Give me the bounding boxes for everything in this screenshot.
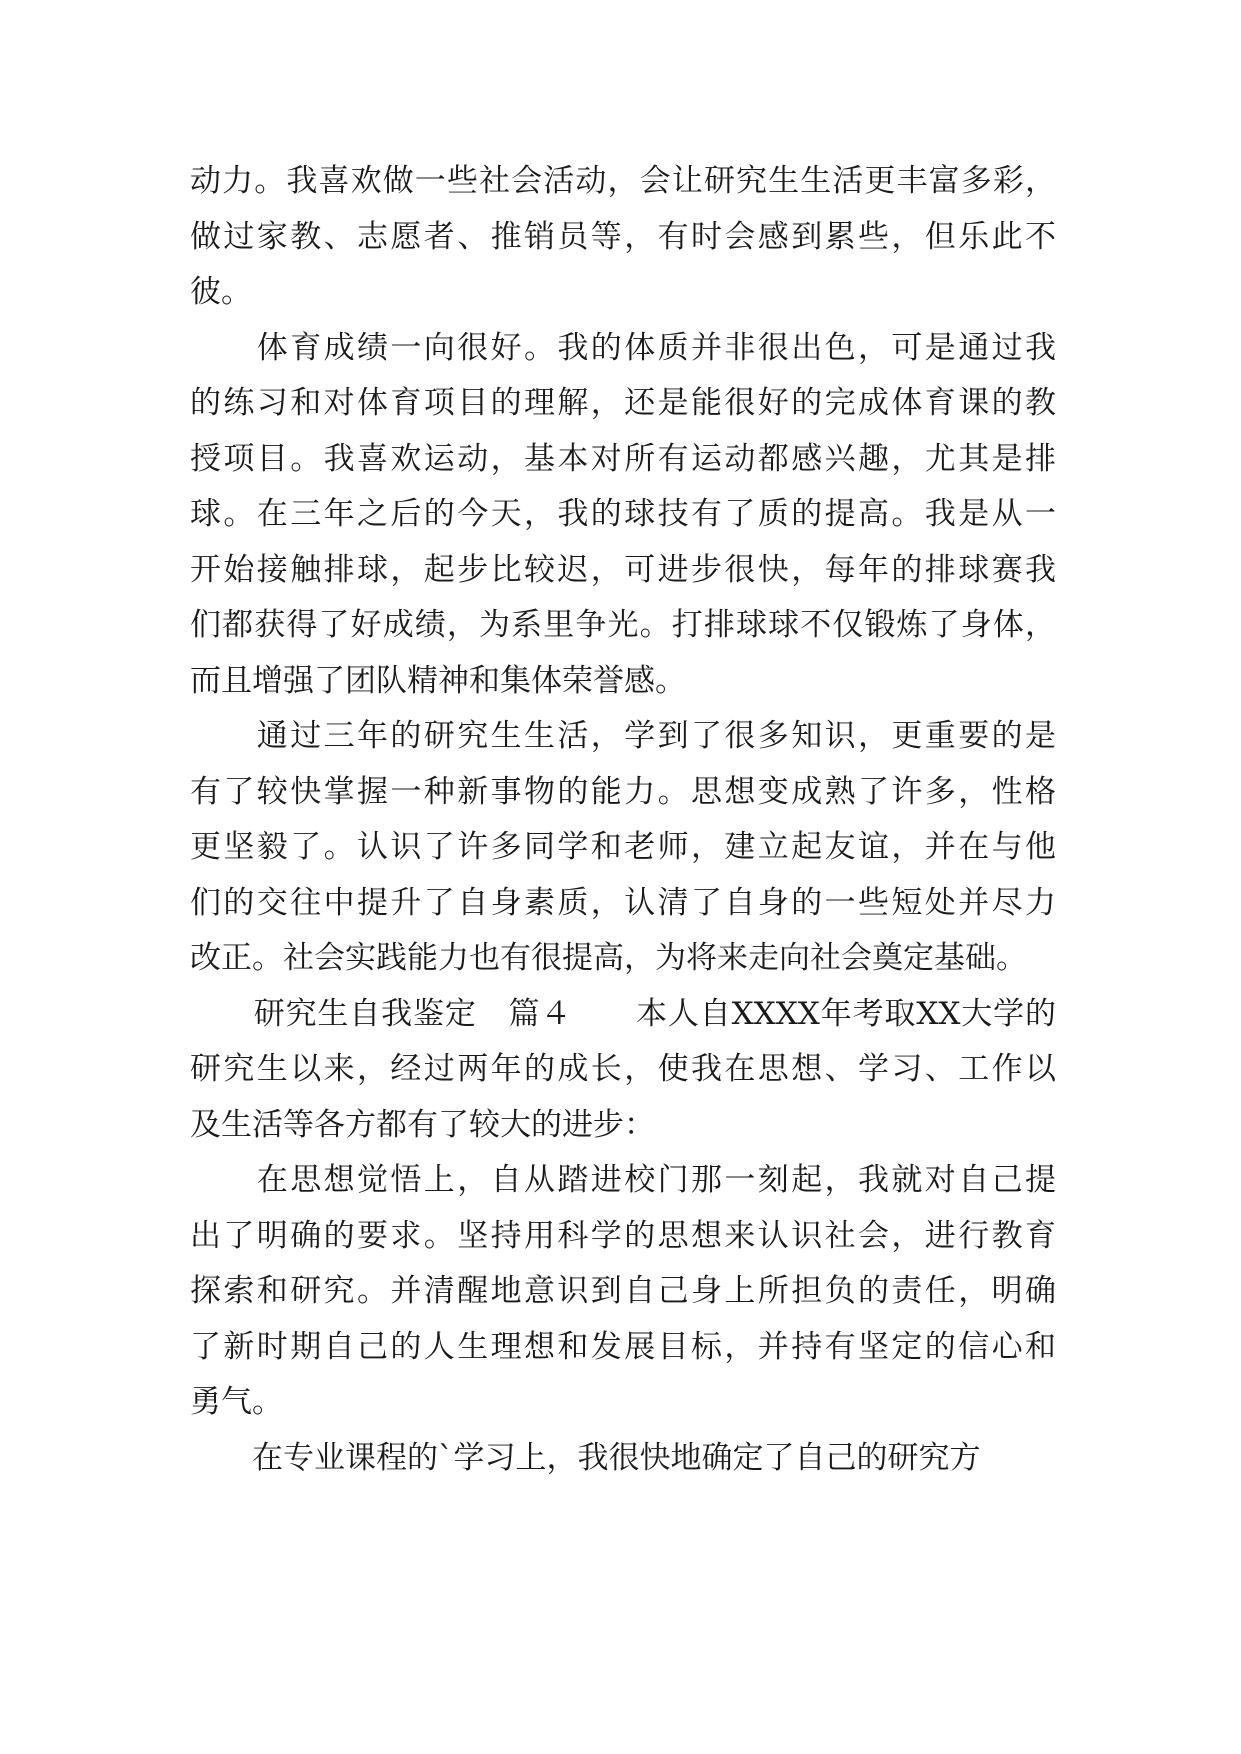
text-line: 在思想觉悟上，自从踏进校门那一刻起，我就对自己提 [190, 1162, 1056, 1198]
paragraph [190, 154, 1056, 321]
text-line: 彼。 [190, 274, 252, 310]
text-line: 勇气。 [190, 1384, 283, 1420]
text-line: 球。在三年之后的今天，我的球技有了质的提高。我是从一 [190, 496, 1056, 532]
paragraph [190, 709, 1056, 987]
text-line: 及生活等各方都有了较大的进步： [190, 1106, 655, 1143]
text-line: 们的交往中提升了自身素质，认清了自身的一些短处并尽力 [190, 884, 1056, 921]
text-line: 更坚毅了。认识了许多同学和老师，建立起友谊，并在与他 [190, 829, 1056, 865]
text-line: 授项目。我喜欢运动，基本对所有运动都感兴趣，尤其是排 [190, 440, 1056, 477]
text-line: 通过三年的研究生生活，学到了很多知识，更重要的是 [190, 718, 1056, 754]
paragraph [190, 1431, 1056, 1487]
paragraph [190, 321, 1056, 710]
text-line: 研究生以来，经过两年的成长，使我在思想、学习、工作以 [190, 1051, 1056, 1087]
text-line: 开始接触排球，起步比较迟，可进步很快，每年的排球赛我 [190, 551, 1056, 588]
document-body [190, 154, 1056, 1486]
text-line: 有了较快掌握一种新事物的能力。思想变成熟了许多，性格 [190, 773, 1056, 810]
text-line: 改正。社会实践能力也有很提高，为将来走向社会奠定基础。 [190, 940, 1027, 976]
paragraph [190, 1153, 1056, 1431]
text-line: 体育成绩一向很好。我的体质并非很出色，可是通过我 [190, 329, 1056, 366]
text-line: 出了明确的要求。坚持用科学的思想来认识社会，进行教育 [190, 1217, 1056, 1254]
text-line: 探索和研究。并清醒地意识到自己身上所担负的责任，明确 [190, 1273, 1056, 1309]
text-line: 们都获得了好成绩，为系里争光。打排球球不仅锻炼了身体， [190, 607, 1056, 643]
text-line: 做过家教、志愿者、推销员等，有时会感到累些，但乐此不 [190, 218, 1056, 255]
text-line: 的练习和对体育项目的理解，还是能很好的完成体育课的教 [190, 385, 1056, 421]
text-line: 而且增强了团队精神和集体荣誉感。 [190, 662, 686, 699]
paragraph [190, 987, 1056, 1154]
text-line: 动力。我喜欢做一些社会活动，会让研究生生活更丰富多彩， [190, 163, 1056, 199]
text-line: 了新时期自己的人生理想和发展目标，并持有坚定的信心和 [190, 1328, 1056, 1365]
text-line: 研究生自我鉴定 篇４ 本人自XXXX年考取XX大学的 [190, 995, 1056, 1032]
text-line: 在专业课程的`学习上，我很快地确定了自己的研究方 [190, 1439, 981, 1476]
